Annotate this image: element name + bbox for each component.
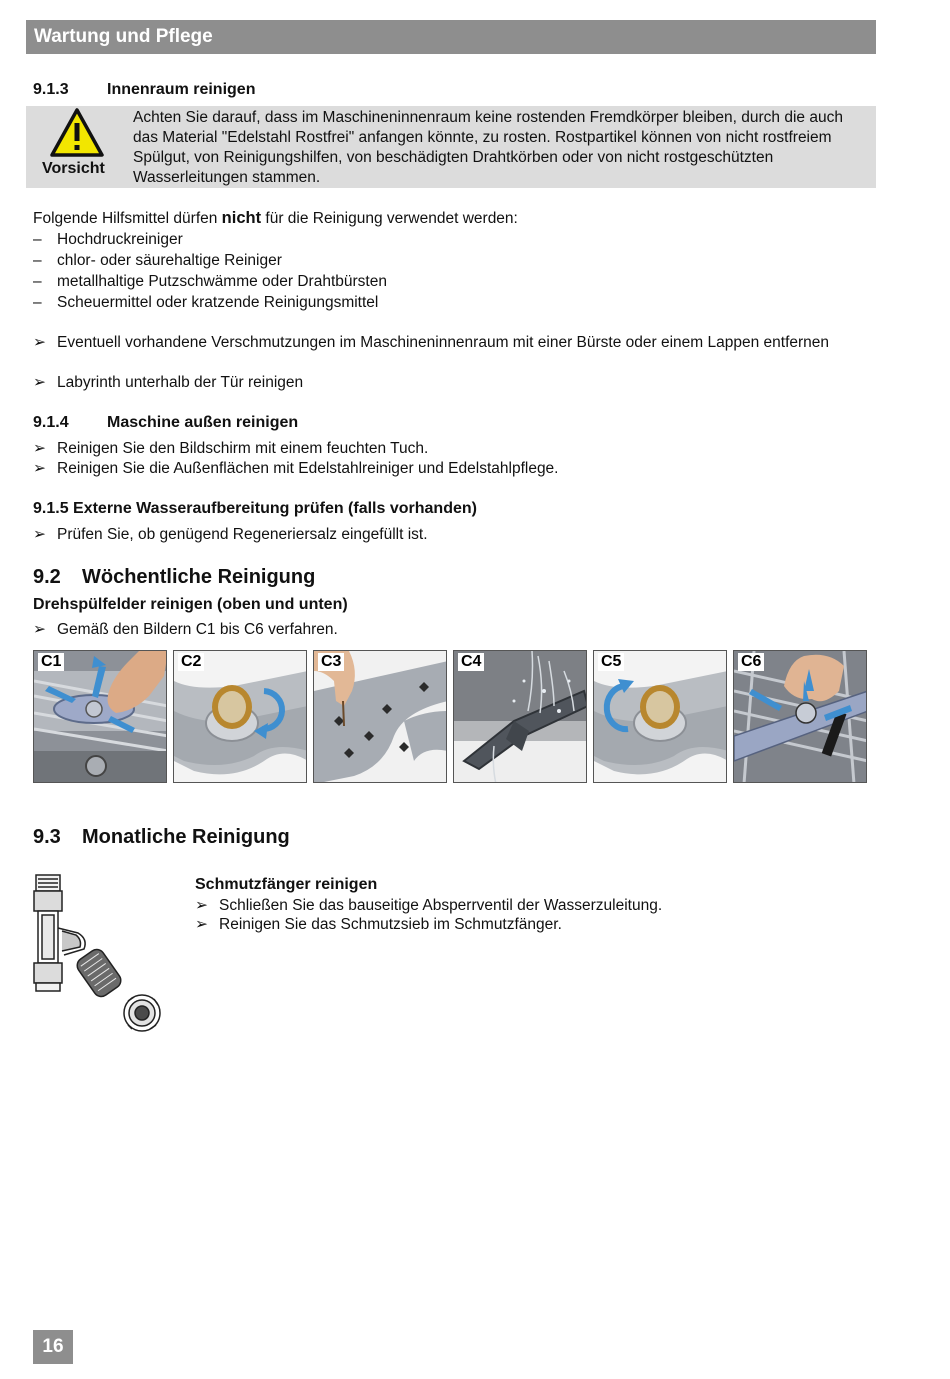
intro-text-end: für die Reinigung verwendet werden:	[261, 210, 518, 227]
intro-emphasis: nicht	[221, 209, 262, 227]
arrow-bullet-icon: ➢	[195, 897, 208, 914]
photo-c4	[453, 650, 587, 783]
photo-c1	[33, 650, 167, 783]
photo-label: C1	[38, 653, 64, 671]
arrow-bullet-icon: ➢	[33, 374, 46, 391]
heading-9-1-5: 9.1.5 Externe Wasseraufbereitung prüfen (falls vorhanden)	[33, 500, 477, 517]
photo-c3	[313, 650, 447, 783]
arrow-bullet-icon: ➢	[33, 526, 46, 543]
dash-marker: –	[33, 294, 42, 311]
instruction-text: Reinigen Sie den Bildschirm mit einem feuchten Tuch.	[57, 440, 429, 457]
heading-title: Wöchentliche Reinigung	[82, 566, 316, 588]
list-item-text: chlor- oder säurehaltige Reiniger	[57, 252, 282, 269]
forbidden-intro	[33, 208, 518, 229]
dash-marker: –	[33, 231, 42, 248]
dash-marker: –	[33, 273, 42, 290]
warning-triangle-icon	[50, 108, 104, 158]
arrow-bullet-icon: ➢	[33, 460, 46, 477]
warning-label: Vorsicht	[42, 160, 105, 177]
heading-title: Monatliche Reinigung	[82, 826, 290, 848]
list-item-text: Hochdruckreiniger	[57, 231, 183, 248]
photo-c6	[733, 650, 867, 783]
warning-text: Achten Sie darauf, dass im Maschineninnenraum keine rostenden Fremdkörper bleiben, durch die auch das Material "Edelstahl Rostfrei" anfangen könnte, zu rosten. Rostpartikel können von nicht rostfreiem Spülgut, von Reinigungshilfen, von beschädigten Drahtkörben oder von nicht rostgeschützten Wasserleitungen stammen.	[133, 109, 843, 186]
instruction-text: Prüfen Sie, ob genügend Regeneriersalz eingefüllt ist.	[57, 526, 428, 543]
photo-label: C3	[318, 653, 344, 671]
photo-label: C6	[738, 653, 764, 671]
heading-9-1-3	[33, 81, 255, 99]
subheading-dirt-trap: Schmutzfänger reinigen	[195, 876, 378, 893]
instruction-text: Schließen Sie das bauseitige Absperrventil der Wasserzuleitung.	[219, 897, 663, 914]
list-item-text: metallhaltige Putzschwämme oder Drahtbürsten	[57, 273, 387, 290]
heading-9-3	[33, 826, 290, 849]
dirt-trap-illustration	[30, 873, 165, 1035]
heading-number: 9.2	[33, 566, 61, 588]
intro-text: Folgende Hilfsmittel dürfen	[33, 210, 222, 227]
photo-c5	[593, 650, 727, 783]
subheading-spray-arms: Drehspülfelder reinigen (oben und unten)	[33, 596, 348, 613]
warning-box	[26, 106, 876, 188]
heading-9-2	[33, 566, 315, 589]
photo-label: C5	[598, 653, 624, 671]
section-header	[26, 20, 876, 54]
page-number: 16	[33, 1330, 73, 1364]
photo-label: C2	[178, 653, 204, 671]
arrow-bullet-icon: ➢	[33, 334, 46, 351]
photo-label: C4	[458, 653, 484, 671]
instruction-text: Eventuell vorhandene Verschmutzungen im Maschineninnenraum mit einer Bürste oder einem Lappen entfernen	[57, 334, 830, 351]
heading-title: Maschine außen reinigen	[107, 414, 299, 431]
photo-c2	[173, 650, 307, 783]
arrow-bullet-icon: ➢	[195, 916, 208, 933]
instruction-text: Reinigen Sie das Schmutzsieb im Schmutzfänger.	[219, 916, 562, 933]
arrow-bullet-icon: ➢	[33, 440, 46, 457]
instruction-text: Labyrinth unterhalb der Tür reinigen	[57, 374, 304, 391]
instruction-text: Gemäß den Bildern C1 bis C6 verfahren.	[57, 621, 338, 638]
heading-number: 9.1.4	[33, 414, 69, 431]
heading-number: 9.1.3	[33, 81, 69, 98]
heading-number: 9.3	[33, 826, 61, 848]
heading-9-1-4	[33, 414, 298, 432]
instruction-text: Reinigen Sie die Außenflächen mit Edelstahlreiniger und Edelstahlpflege.	[57, 460, 559, 477]
dash-marker: –	[33, 252, 42, 269]
section-header-title: Wartung und Pflege	[34, 26, 213, 47]
heading-title: Innenraum reinigen	[107, 81, 256, 98]
list-item-text: Scheuermittel oder kratzende Reinigungsmittel	[57, 294, 379, 311]
arrow-bullet-icon: ➢	[33, 621, 46, 638]
